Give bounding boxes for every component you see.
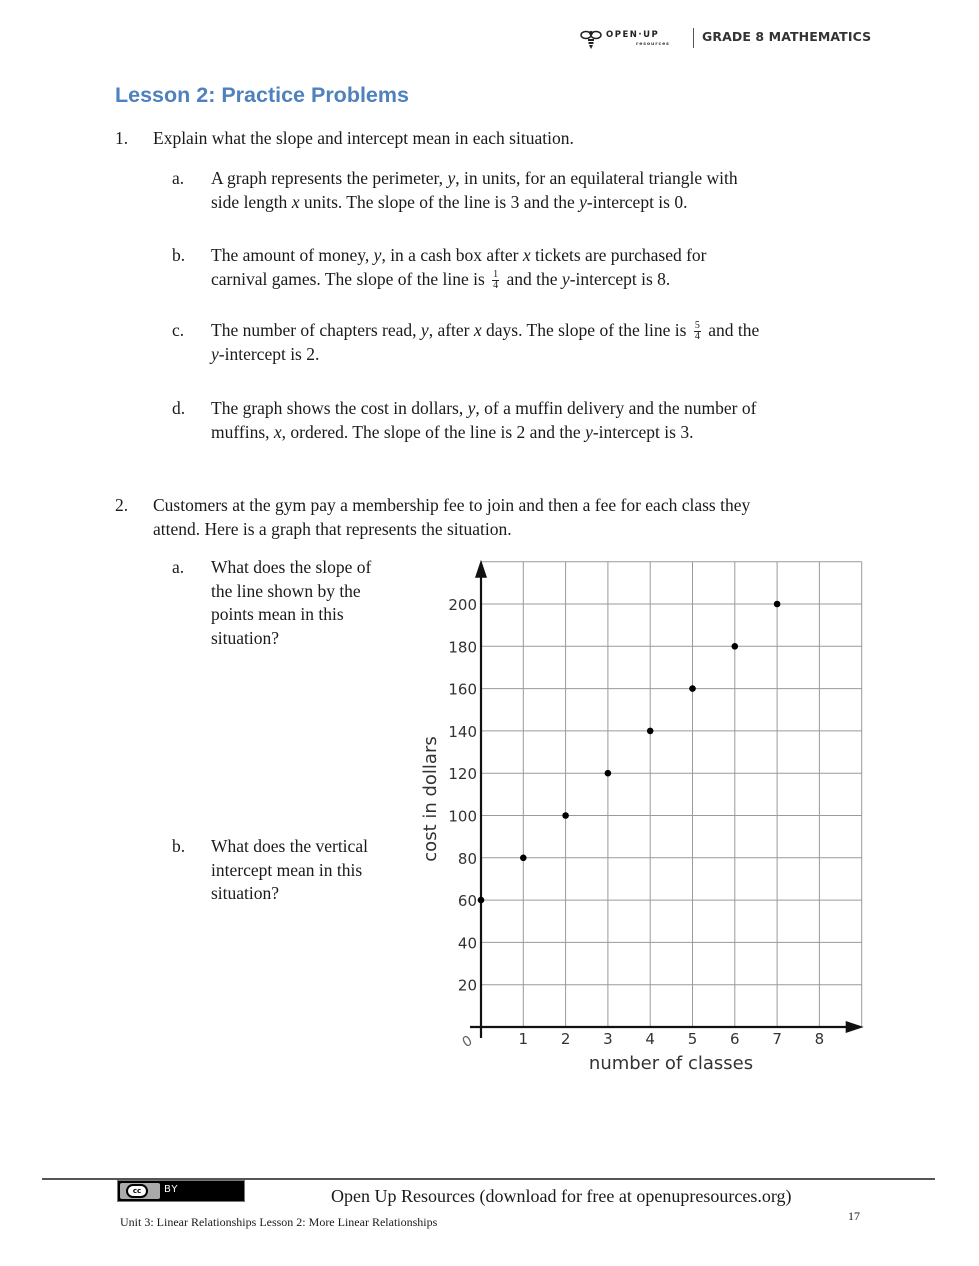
y-tick-label: 160 <box>448 680 477 699</box>
cost-vs-classes-chart <box>410 550 880 1090</box>
problem-2-number: 2. <box>115 495 129 515</box>
data-point <box>774 601 781 608</box>
part-1d-text: The graph shows the cost in dollars, y, of a muffin delivery and the number of muffins, x, ordered. The slope of the line is 2 and the y-intercept is 3. <box>211 398 757 442</box>
footer-source-text: Open Up Resources (download for free at openupresources.org) <box>331 1186 792 1206</box>
part-2b-letter: b. <box>172 836 186 856</box>
y-tick-label: 40 <box>457 934 477 953</box>
part-1c-letter: c. <box>172 320 185 340</box>
part-1c-text: The number of chapters read, y, after x days. The slope of the line is $\frac{5}{4}$ and the y-intercept is 2. <box>211 320 760 364</box>
cc-by-license-badge[interactable] <box>117 1180 245 1202</box>
data-point <box>647 728 654 735</box>
problem-1-prompt: Explain what the slope and intercept mean in each situation. <box>153 128 574 148</box>
data-point <box>732 643 739 650</box>
y-tick-label: 120 <box>448 765 477 784</box>
license-by-label: BY <box>164 1184 179 1195</box>
data-point <box>689 685 696 692</box>
part-1a-letter: a. <box>172 168 185 188</box>
grade-label: GRADE 8 MATHEMATICS <box>702 29 872 44</box>
logo-text: OPEN·UP <box>606 30 660 40</box>
y-tick-label: 80 <box>457 849 477 868</box>
y-tick-label: 60 <box>457 892 477 911</box>
part-1b-text: The amount of money, y, in a cash box after x tickets are purchased for carnival games. The slope of the line is $\frac{1}{4}$ and the y-intercept is 8. <box>211 245 707 291</box>
x-tick-label: 4 <box>645 1030 655 1048</box>
page-number: 17 <box>848 1209 860 1223</box>
y-tick-label: 180 <box>448 638 477 657</box>
scatter-plot <box>410 550 880 1090</box>
y-axis-label: cost in dollars <box>420 736 441 862</box>
lesson-title: Lesson 2: Practice Problems <box>115 83 409 107</box>
part-1d-letter: d. <box>172 398 186 418</box>
x-tick-label: 6 <box>730 1030 740 1048</box>
problem-1-number: 1. <box>115 128 129 148</box>
bee-icon <box>580 28 602 50</box>
data-point <box>478 897 485 904</box>
x-axis-arrow-icon <box>846 1021 864 1033</box>
part-1a-text: A graph represents the perimeter, y, in units, for an equilateral triangle with side length x units. The slope of the line is 3 and the y-intercept is 0. <box>211 168 738 212</box>
y-tick-label: 140 <box>448 722 477 741</box>
data-point <box>562 812 569 819</box>
part-2b-text: What does the vertical intercept mean in this situation? <box>211 836 368 903</box>
data-point <box>605 770 612 777</box>
x-tick-label: 2 <box>560 1030 571 1048</box>
creative-commons-icon: cc <box>126 1184 148 1198</box>
part-1b-letter: b. <box>172 245 186 265</box>
x-tick-label: 5 <box>687 1030 698 1048</box>
x-tick-label: 7 <box>772 1030 782 1048</box>
fraction-one-fourth: $\frac{1}{4}$ <box>493 268 499 291</box>
x-tick-label: 8 <box>814 1030 825 1048</box>
x-tick-label: 1 <box>518 1030 529 1048</box>
logo-subtext: resources <box>636 42 670 47</box>
fraction-five-fourths: $\frac{5}{4}$ <box>694 320 700 343</box>
x-tick-label: 3 <box>603 1030 613 1048</box>
footer-unit-text: Unit 3: Linear Relationships Lesson 2: More Linear Relationships <box>120 1215 438 1229</box>
origin-label: 0 <box>459 1032 476 1052</box>
open-up-logo <box>580 28 690 52</box>
header-divider <box>693 28 694 48</box>
part-2a-text: What does the slope of the line shown by the points mean in this situation? <box>211 557 372 648</box>
problem-2-prompt: Customers at the gym pay a membership fee to join and then a fee for each class they attend. Here is a graph that represents the situation. <box>153 495 751 539</box>
x-axis-label: number of classes <box>588 1053 754 1074</box>
data-point <box>520 855 527 862</box>
y-axis-arrow-icon <box>475 560 487 578</box>
part-2a-letter: a. <box>172 557 185 577</box>
y-tick-label: 100 <box>448 807 477 826</box>
y-tick-label: 20 <box>457 976 477 995</box>
y-tick-label: 200 <box>448 596 477 614</box>
